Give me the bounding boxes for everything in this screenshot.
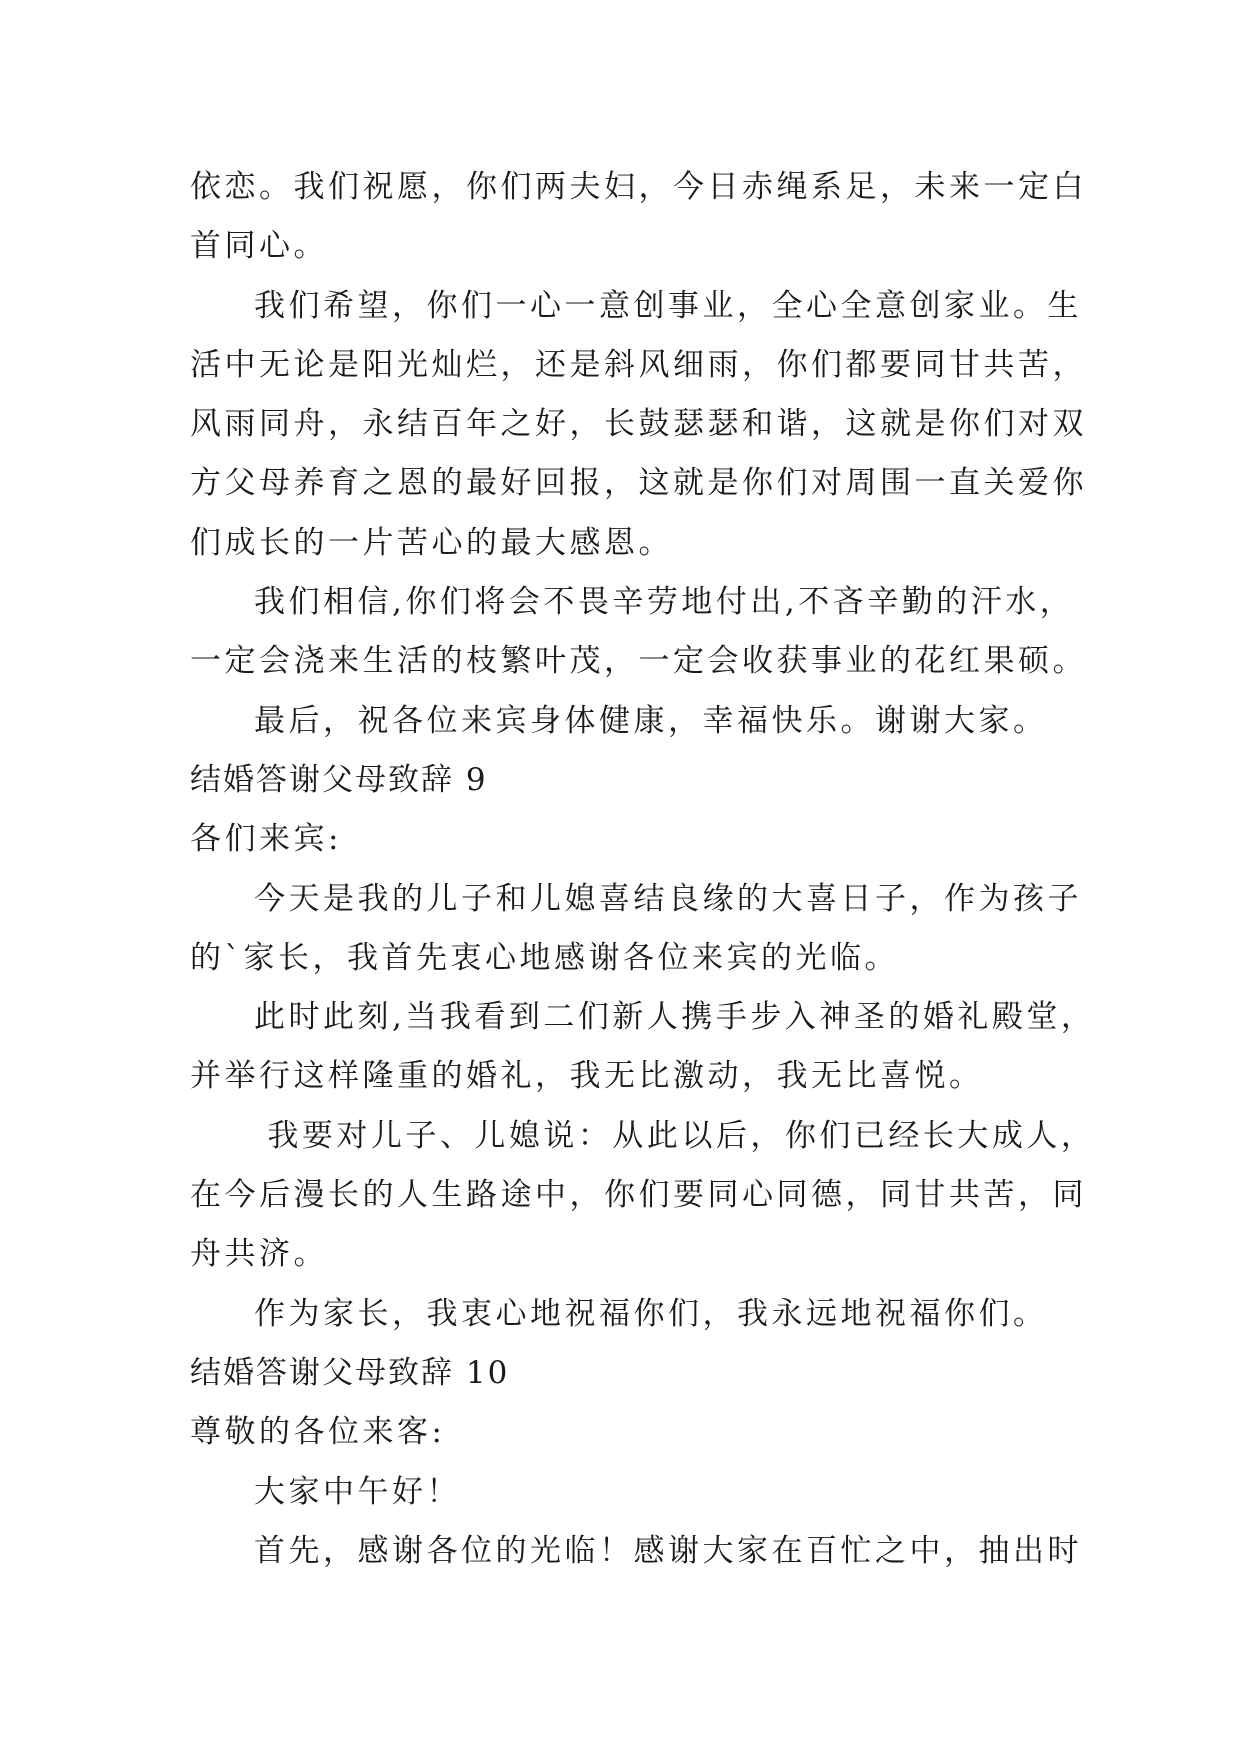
paragraph-line: 我们希望，你们一心一意创事业，全心全意创家业。生: [254, 287, 1082, 324]
paragraph-line: 此时此刻,当我看到二们新人携手步入神圣的婚礼殿堂，: [254, 999, 1096, 1036]
paragraph-line: 活中无论是阳光灿烂，还是斜风细雨，你们都要同甘共苦，: [190, 346, 1087, 383]
salutation-line: 尊敬的各位来客:: [190, 1414, 446, 1451]
paragraph-line: 方父母养育之恩的最好回报，这就是你们对周围一直关爱你: [190, 465, 1087, 502]
paragraph-line: 我们相信,你们将会不畏辛劳地付出,不吝辛勤的汗水，: [254, 584, 1075, 621]
paragraph-line: 们成长的一片苦心的最大感恩。: [190, 524, 673, 561]
section-heading: 结婚答谢父母致辞 9: [190, 761, 488, 798]
section-heading: 结婚答谢父母致辞 10: [190, 1354, 510, 1391]
paragraph-line: 舟共济。: [190, 1236, 328, 1273]
salutation-line: 各们来宾:: [190, 821, 342, 858]
paragraph-line: 作为家长，我衷心地祝福你们，我永远地祝福你们。: [254, 1295, 1048, 1332]
paragraph-line: 并举行这样隆重的婚礼，我无比激动，我无比喜悦。: [190, 1058, 984, 1095]
paragraph-line: 一定会浇来生活的枝繁叶茂，一定会收获事业的花红果硕。: [190, 643, 1087, 680]
paragraph-line: 首先，感谢各位的光临！感谢大家在百忙之中，抽出时: [254, 1532, 1082, 1569]
paragraph-line: 风雨同舟，永结百年之好，长鼓瑟瑟和谐，这就是你们对双: [190, 406, 1087, 443]
paragraph-line: 今天是我的儿子和儿媳喜结良缘的大喜日子，作为孩子: [254, 880, 1082, 917]
paragraph-line: 我要对儿子、儿媳说：从此以后，你们已经长大成人，: [254, 1117, 1096, 1154]
paragraph-line: 依恋。我们祝愿，你们两夫妇，今日赤绳系足，未来一定白: [190, 169, 1087, 205]
paragraph-line: 首同心。: [190, 228, 328, 265]
paragraph-line: 的`家长，我首先衷心地感谢各位来宾的光临。: [190, 939, 899, 976]
paragraph-line: 最后，祝各位来宾身体健康，幸福快乐。谢谢大家。: [254, 702, 1048, 739]
document-body: [190, 158, 1096, 1581]
paragraph-line: 在今后漫长的人生路途中，你们要同心同德，同甘共苦，同: [190, 1177, 1087, 1214]
paragraph-line: 大家中午好！: [254, 1473, 461, 1510]
